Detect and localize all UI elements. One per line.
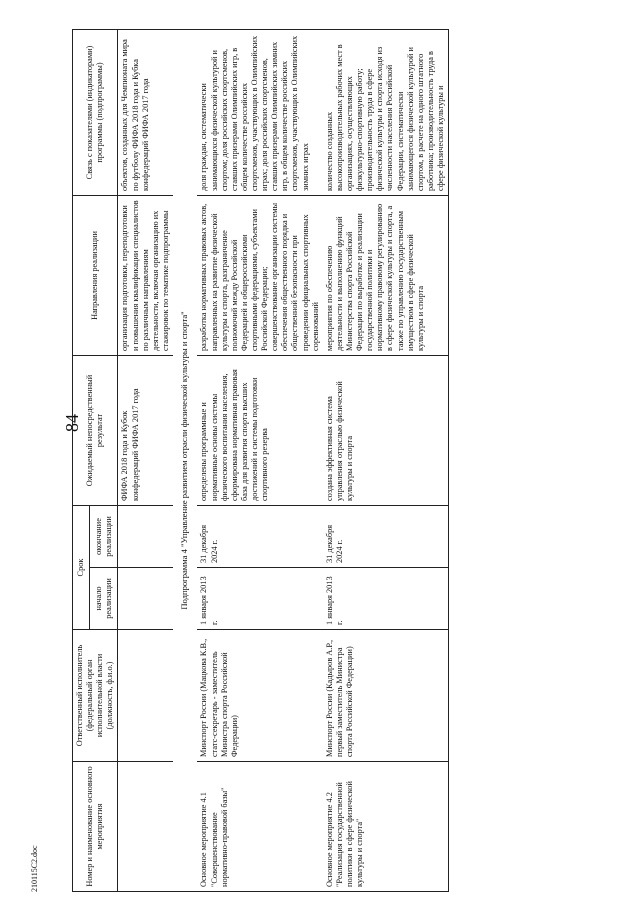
cell-empty bbox=[118, 630, 173, 762]
cell-indicators: количество созданных высокопроизводительных рабочих мест в организациях, осуществляющих физкультурно-спортивную работу; производительность труда в сфере физической культуры и спорта исходя из численности населения Российской Федерации, систематически занимающегося физической культурой и спортом, в расчете на одного штатного работника; производительность труда в сфере физической культуры и bbox=[323, 30, 449, 196]
table-row bbox=[197, 30, 322, 892]
continuation-row bbox=[118, 30, 173, 892]
header-name: Номер и наименование основного мероприятия bbox=[73, 762, 118, 892]
cell-end: 31 декабря 2024 г. bbox=[323, 506, 449, 568]
activities-table bbox=[72, 29, 449, 892]
cell-indicators: доля граждан, систематически занимающихся физической культурой и спортом; доля российских спортсменов, ставших призерами Олимпийских игр, в общем количестве российских спортсменов, участвующих в Олимпийских играх; доля российских спортсменов, ставших призерами Олимпийских зимних игр, в общем количестве российских спортсменов, участвующих в Олимпийских зимних играх bbox=[197, 30, 322, 196]
rotated-page-content bbox=[72, 30, 570, 892]
cell-result: ФИФА 2018 года и Кубок конфедераций ФИФА 2017 года bbox=[118, 356, 173, 506]
header-term: Срок bbox=[73, 506, 90, 630]
page-number: 84 bbox=[62, 414, 82, 432]
subprogram-row bbox=[173, 30, 197, 892]
header-end: окончание реализации bbox=[90, 506, 118, 568]
cell-responsible: Минспорт России (Мацкова К.В., статс-секретарь - заместитель Министра спорта Российской Федерации) bbox=[197, 630, 322, 762]
document-code: 210115C2.doc bbox=[30, 845, 39, 892]
subprogram-title: Подпрограмма 4 "Управление развитием отрасли физической культуры и спорта" bbox=[173, 30, 197, 892]
cell-empty bbox=[118, 568, 173, 630]
cell-directions: мероприятия по обеспечению деятельности и выполнению функций Министерства спорта Российской Федерации по выработке и реализации государственной политики и нормативному правовому регулированию в сфере физической культуры и спорта, а также по управлению государственным имуществом в сфере физической культуры и спорта bbox=[323, 196, 449, 356]
cell-responsible: Минспорт России (Кадыров А.Р., первый заместитель Министра спорта Российской Федерации) bbox=[323, 630, 449, 762]
cell-directions: организация подготовки, переподготовки и повышения квалификации специалистов по различным направлениям деятельности, включая организацию их стажировок по тематике подпрограммы bbox=[118, 196, 173, 356]
table-row bbox=[323, 30, 449, 892]
header-row bbox=[73, 30, 90, 892]
cell-start: 1 января 2013 г. bbox=[197, 568, 322, 630]
header-responsible: Ответственный исполнитель (федеральный орган исполнительной власти (должность, ф.и.о.) bbox=[73, 630, 118, 762]
header-start: начало реализации bbox=[90, 568, 118, 630]
cell-empty bbox=[118, 506, 173, 568]
header-result: Ожидаемый непосредственный результат bbox=[73, 356, 118, 506]
cell-empty bbox=[118, 762, 173, 892]
cell-end: 31 декабря 2024 г. bbox=[197, 506, 322, 568]
header-indicators: Связь с показателями (индикаторами) программы (подпрограммы) bbox=[73, 30, 118, 196]
cell-indicators: объектов, созданных для Чемпионата мира по футболу ФИФА 2018 года и Кубка конфедераций ФИФА 2017 года bbox=[118, 30, 173, 196]
cell-name: Основное мероприятие 4.1 "Совершенствование нормативно-правовой базы" bbox=[197, 762, 322, 892]
header-directions: Направления реализации bbox=[73, 196, 118, 356]
cell-directions: разработка нормативных правовых актов, направленных на развитие физической культуры и спорта, разграничение полномочий между Российской Федерацией и общероссийскими спортивными федерациями, субъектами Российской Федерации; совершенствование организации системы обеспечения общественного порядка и общественной безопасности при проведении официальных спортивных соревнований bbox=[197, 196, 322, 356]
cell-start: 1 января 2013 г. bbox=[323, 568, 449, 630]
cell-result: создана эффективная система управления отраслью физической культуры и спорта bbox=[323, 356, 449, 506]
cell-result: определены программные и нормативные основы системы физического воспитания населения, сформирована нормативная правовая база для развития спорта высших достижений и системы подготовки спортивного резерва bbox=[197, 356, 322, 506]
cell-name: Основное мероприятие 4.2 "Реализация государственной политики в сфере физической культуры и спорта" bbox=[323, 762, 449, 892]
